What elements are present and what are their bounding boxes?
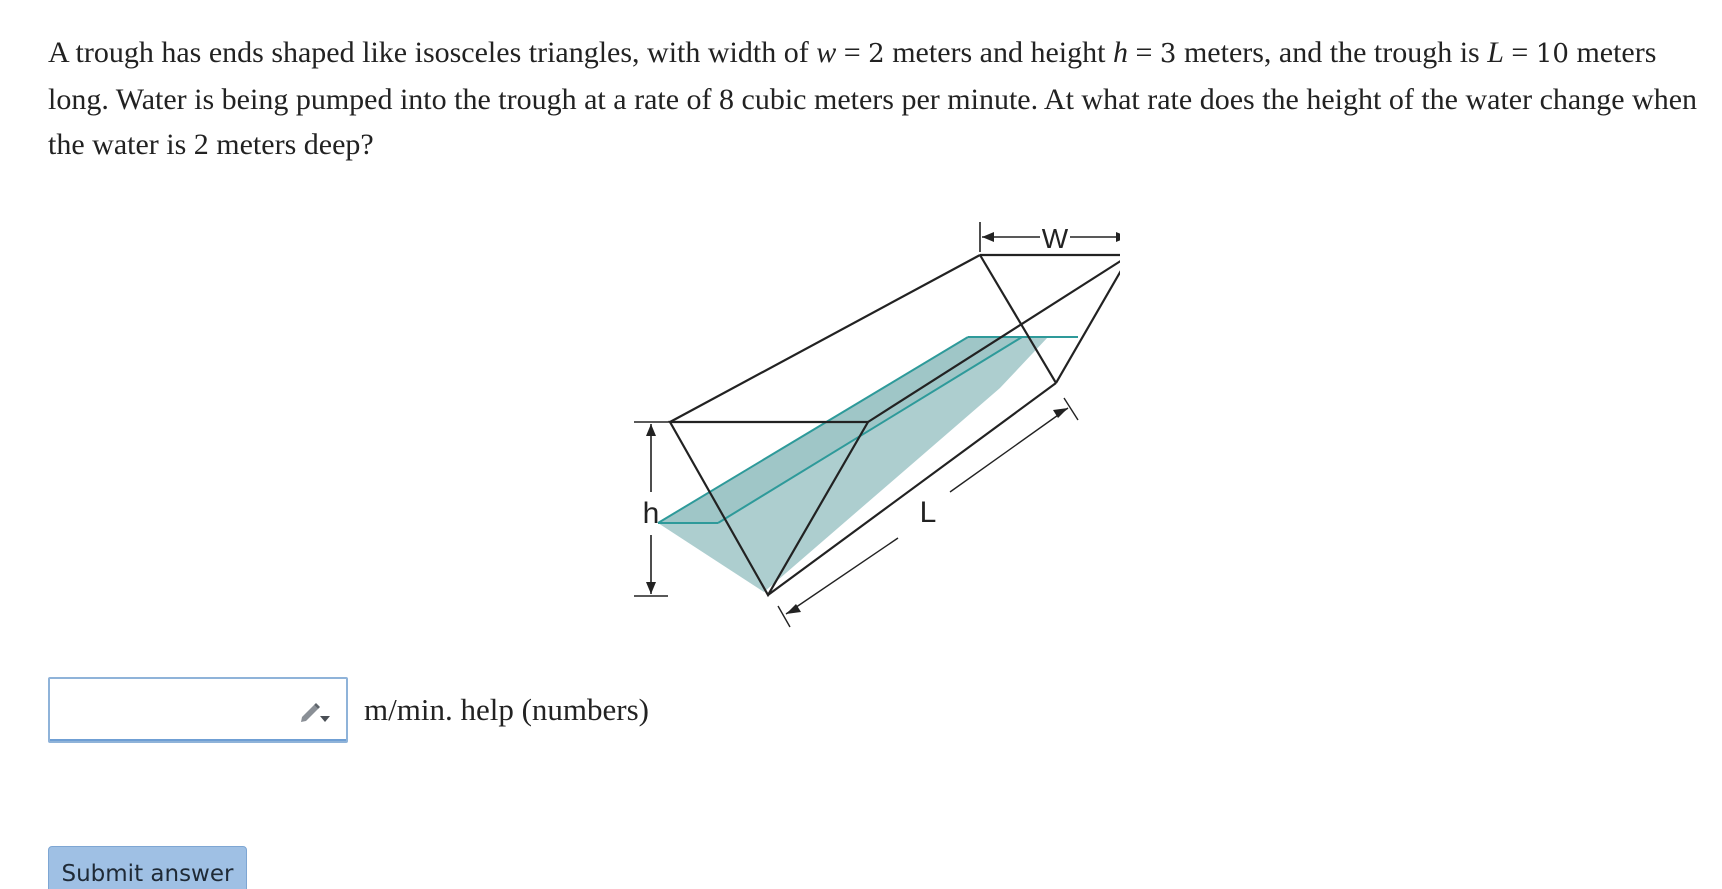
label-h: h	[642, 497, 660, 530]
value-w: 2	[868, 39, 885, 69]
answer-row	[48, 677, 649, 743]
variable-L: L	[1487, 36, 1504, 69]
equals-sign: =	[1127, 36, 1160, 69]
trough-figure	[600, 210, 1120, 630]
equals-sign: =	[1503, 36, 1536, 69]
variable-w: w	[816, 36, 837, 69]
value-h: 3	[1159, 39, 1177, 69]
problem-statement	[48, 30, 1698, 167]
label-L: L	[919, 496, 937, 529]
variable-h: h	[1112, 36, 1128, 69]
label-w: W	[1041, 223, 1069, 254]
problem-text: A trough has ends shaped like isosceles triangles, with width of	[48, 36, 817, 69]
submit-answer-button[interactable]: Submit answer	[48, 846, 247, 889]
problem-text: meters, and the trough is	[1176, 36, 1488, 69]
back-right-edge	[1056, 255, 1120, 383]
answer-field-wrapper[interactable]	[48, 677, 348, 743]
pencil-icon[interactable]	[300, 701, 330, 723]
unit-help-text	[364, 692, 649, 728]
help-link[interactable]: help (numbers)	[460, 692, 649, 727]
unit-label: m/min.	[364, 692, 453, 727]
problem-text: meters long. Water is being pumped into the trough at a rate of 8 cubic meters per minute. At what rate does the height of the water change when the water is 2 meters deep?	[48, 36, 1698, 161]
value-L: 10	[1535, 39, 1569, 69]
equals-sign: =	[836, 36, 869, 69]
answer-input[interactable]	[50, 679, 310, 739]
problem-text: meters and height	[884, 36, 1113, 69]
